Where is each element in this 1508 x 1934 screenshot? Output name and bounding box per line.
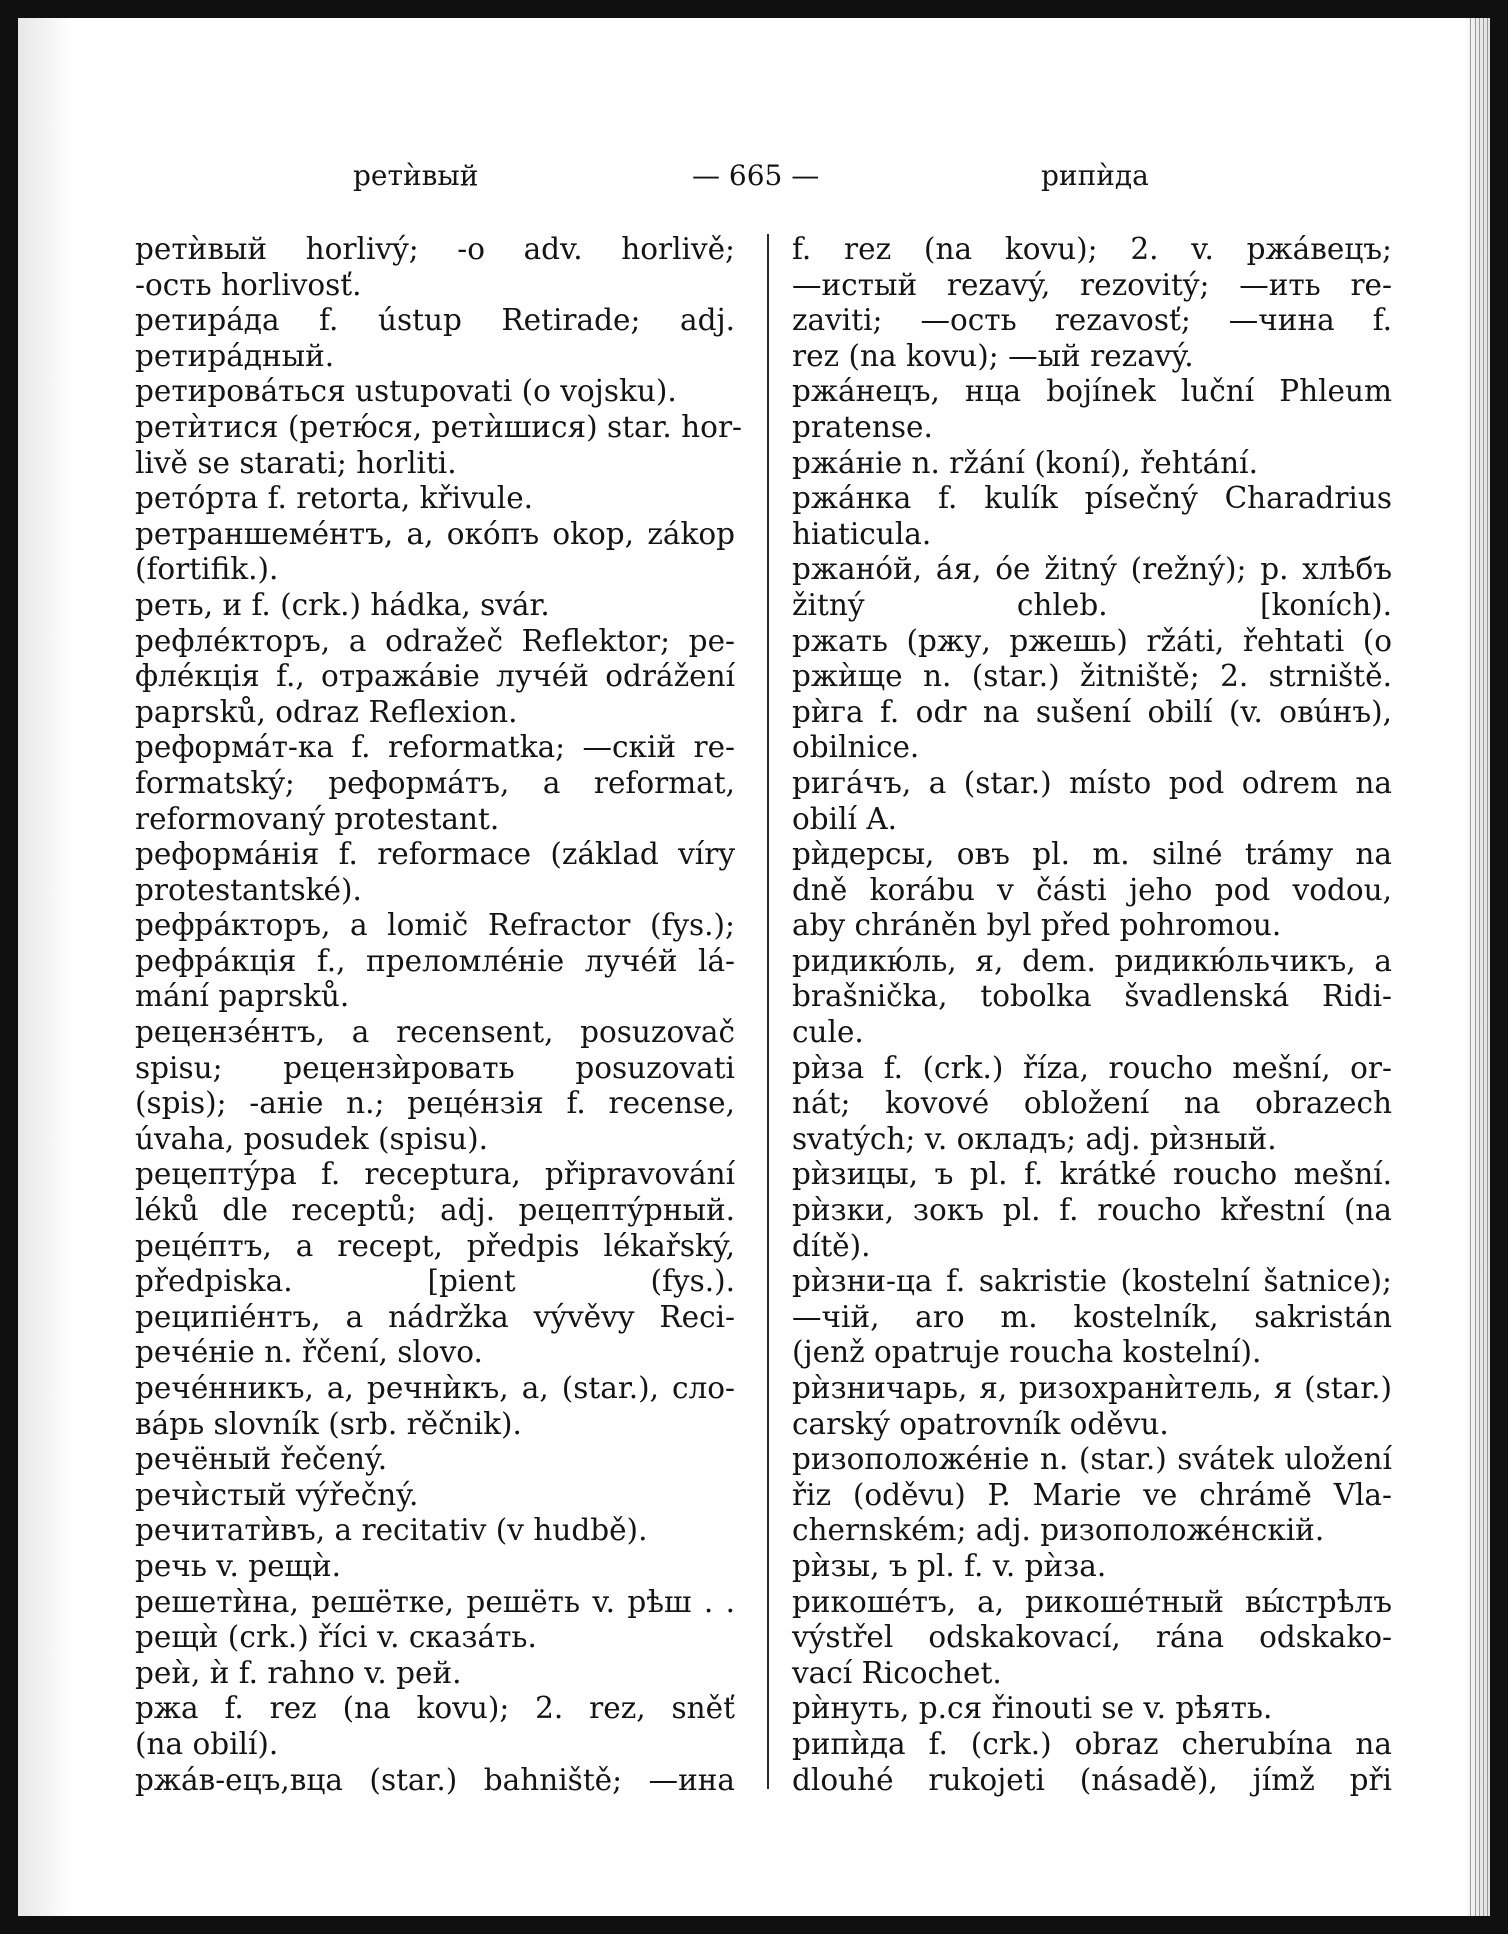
- dictionary-line: рефрáкторъ, a lomič Refractor (fys.);: [135, 908, 735, 943]
- dictionary-line: ржа f. rez (na kovu); 2. rez, sněť: [135, 1691, 735, 1726]
- dictionary-line: ретѝтися (ретю́ся, ретѝшися) star. hor-: [135, 409, 743, 444]
- dictionary-line: mání paprsků.: [135, 979, 350, 1014]
- dictionary-line: aby chráněn byl před pohromou.: [792, 908, 1282, 943]
- dictionary-line: dně korábu v části jeho pod vodou,: [792, 872, 1392, 907]
- dictionary-line: ржѝще n. (star.) žitniště; 2. strniště.: [792, 659, 1392, 694]
- dictionary-line: рѝга f. odr na sušení obilí (v. овúнъ),: [792, 694, 1392, 729]
- dictionary-line: dítě).: [792, 1228, 871, 1263]
- dictionary-line: formatský; реформáтъ, a reformat,: [135, 765, 735, 800]
- dictionary-line: —истый rezavý, rezovitý; —ить re-: [792, 267, 1392, 302]
- dictionary-line: реформáнія f. reformace (základ víry: [135, 837, 735, 872]
- dictionary-line: вáрь slovník (srb. rěčnik).: [135, 1406, 522, 1441]
- dictionary-line: pratense.: [792, 409, 933, 444]
- dictionary-line: ржáніе n. ržání (koní), řehtání.: [792, 445, 1258, 480]
- dictionary-line: ржанóй, áя, óе žitný (režný); p. хлѣбъ: [792, 552, 1392, 587]
- dictionary-line: рецензéнтъ, a recensent, posuzovač: [135, 1015, 735, 1050]
- dictionary-line: řiz (oděvu) P. Marie ve chrámě Vla-: [792, 1477, 1392, 1512]
- dictionary-line: ржáнецъ, нца bojínek luční Phleum: [792, 374, 1392, 409]
- dictionary-line: ретраншемéнтъ, a, окóпъ okop, zákop: [135, 516, 735, 551]
- dictionary-line: úvaha, posudek (spisu).: [135, 1121, 488, 1156]
- dictionary-line: (na obilí).: [135, 1726, 279, 1761]
- dictionary-line: ржáв-ецъ,вца (star.) bahniště; —ина: [135, 1762, 735, 1797]
- dictionary-line: dlouhé rukojeti (násadě), jímž při: [792, 1762, 1392, 1797]
- dictionary-line: livě se starati; horliti.: [135, 445, 457, 480]
- dictionary-line: ретировáться ustupovati (o vojsku).: [135, 374, 677, 409]
- page-edge: [1464, 18, 1490, 1916]
- dictionary-line: obilí A.: [792, 801, 898, 836]
- dictionary-line: (jenž opatruje roucha kostelní).: [792, 1335, 1262, 1370]
- dictionary-line: reformovaný protestant.: [135, 801, 500, 836]
- dictionary-line: речѝстый výřečný.: [135, 1477, 419, 1512]
- dictionary-line: речéнникъ, a, речнѝкъ, a, (star.), сло-: [135, 1371, 735, 1405]
- page-number: — 665 —: [692, 159, 820, 192]
- dictionary-line: рѝза f. (crk.) říza, roucho mešní, or-: [792, 1050, 1392, 1085]
- dictionary-line: речéніе n. řčení, slovo.: [135, 1335, 483, 1370]
- dictionary-line: —чій, aro m. kostelník, sakristán: [792, 1299, 1392, 1334]
- dictionary-line: рикошéтъ, a, рикошéтный вы́стрѣлъ: [792, 1584, 1392, 1619]
- dictionary-line: protestantské).: [135, 872, 362, 907]
- dictionary-line: (spis); -aніе n.; рецéнзія f. recense,: [135, 1086, 735, 1121]
- dictionary-line: carský opatrovník oděvu.: [792, 1406, 1169, 1441]
- dictionary-line: рещѝ (crk.) říci v. сказáть.: [135, 1620, 537, 1655]
- dictionary-line: vací Ricochet.: [792, 1655, 1002, 1690]
- dictionary-line: флéкція f., отражáвіе лучéй odrážení: [135, 659, 735, 694]
- dictionary-line: ретирáдный.: [135, 338, 335, 373]
- dictionary-line: -ость horlivosť.: [135, 267, 362, 302]
- dictionary-line: рѝдерсы, овъ pl. m. silné trámy na: [792, 837, 1392, 872]
- dictionary-line: реформáт-ка f. reformatka; —скій re-: [135, 730, 735, 765]
- dictionary-line: spisu; рецензѝровать posuzovati: [135, 1050, 735, 1085]
- dictionary-line: ржáнка f. kulík písečný Charadrius: [792, 481, 1392, 516]
- dictionary-line: nát; kovové obložení na obrazech: [792, 1086, 1392, 1121]
- dictionary-line: речь v. рещѝ.: [135, 1548, 342, 1583]
- dictionary-line: rez (na kovu); —ый rezavý.: [792, 338, 1194, 373]
- dictionary-line: paprsků, odraz Reflexion.: [135, 694, 518, 729]
- dictionary-line: f. rez (na kovu); 2. v. ржáвецъ;: [792, 232, 1392, 266]
- dictionary-line: рѝзничарь, я, ризохранѝтель, я (star.): [792, 1371, 1392, 1405]
- dictionary-line: (fortifik.).: [135, 552, 279, 587]
- right-column: [792, 232, 1392, 1798]
- dictionary-line: рецéптъ, a recept, předpis lékařský,: [135, 1228, 735, 1263]
- dictionary-line: рипѝда f. (crk.) obraz cherubína na: [792, 1726, 1392, 1761]
- dictionary-line: рѝзки, зокъ pl. f. roucho křestní (na: [792, 1193, 1392, 1228]
- dictionary-line: brašnička, tobolka švadlenská Ridi-: [792, 979, 1392, 1014]
- dictionary-line: решетѝна, решётке, решёть v. рѣш . .: [135, 1584, 735, 1619]
- dictionary-line: рефлéкторъ, a odražeč Reflektor; ре-: [135, 623, 735, 658]
- dictionary-line: реть, и f. (crk.) hádka, svár.: [135, 587, 550, 622]
- dictionary-line: obilnice.: [792, 730, 920, 765]
- dictionary-line: chernském; adj. ризоположéнскій.: [792, 1513, 1325, 1548]
- dictionary-line: hiaticula.: [792, 516, 932, 551]
- binding-gutter-shadow: [18, 18, 73, 1916]
- dictionary-line: léků dle receptů; adj. рецептýрный.: [135, 1193, 735, 1228]
- column-divider: [767, 234, 769, 1789]
- dictionary-line: рѝнуть, p.ся řinouti se v. рѣять.: [792, 1691, 1273, 1726]
- dictionary-line: рефрáкція f., преломлéніе лучéй lá-: [135, 943, 735, 978]
- dictionary-page: [18, 18, 1490, 1916]
- dictionary-line: ригáчъ, a (star.) místo pod odrem na: [792, 765, 1392, 800]
- dictionary-line: рѝзицы, ъ pl. f. krátké roucho mešní.: [792, 1157, 1392, 1192]
- dictionary-line: реѝ, ѝ f. rahno v. рей.: [135, 1655, 462, 1690]
- running-head: [18, 156, 1490, 196]
- dictionary-line: ризоположéніе n. (star.) svátek uložení: [792, 1442, 1392, 1477]
- dictionary-line: ретѝвый horlivý; -o adv. horlivě;: [135, 232, 735, 266]
- header-left-word: ретѝвый: [353, 159, 479, 192]
- dictionary-line: svatých; v. окладъ; adj. рѝзный.: [792, 1121, 1277, 1156]
- dictionary-line: речитатѝвъ, a recitativ (v hudbě).: [135, 1513, 648, 1548]
- dictionary-line: ретирáда f. ústup Retirade; adj.: [135, 303, 735, 338]
- dictionary-line: ржать (ржу, ржешь) ržáti, řehtati (o: [792, 623, 1392, 658]
- left-column: [135, 232, 743, 1798]
- dictionary-line: реципiéнтъ, a nádržka vývěvy Reci-: [135, 1299, 735, 1334]
- dictionary-line: zaviti; —ость rezavosť; —чина f.: [792, 303, 1392, 338]
- dictionary-line: рѝзы, ъ pl. f. v. рѝза.: [792, 1548, 1107, 1583]
- dictionary-line: žitný chleb. [koních).: [792, 587, 1392, 622]
- dictionary-line: рецептýра f. receptura, připravování: [135, 1157, 735, 1192]
- dictionary-line: рѝзни-ца f. sakristie (kostelní šatnice);: [792, 1264, 1392, 1299]
- dictionary-line: речёный řečený.: [135, 1442, 388, 1477]
- dictionary-line: ретóрта f. retorta, křivule.: [135, 481, 534, 516]
- dictionary-line: cule.: [792, 1015, 864, 1050]
- dictionary-line: předpiska. [pient (fys.).: [135, 1264, 735, 1299]
- dictionary-line: výstřel odskakovací, rána odskako-: [792, 1620, 1392, 1655]
- dictionary-line: ридикю́ль, я, dem. ридикю́льчикъ, a: [792, 943, 1392, 978]
- header-right-word: рипѝда: [1041, 159, 1149, 192]
